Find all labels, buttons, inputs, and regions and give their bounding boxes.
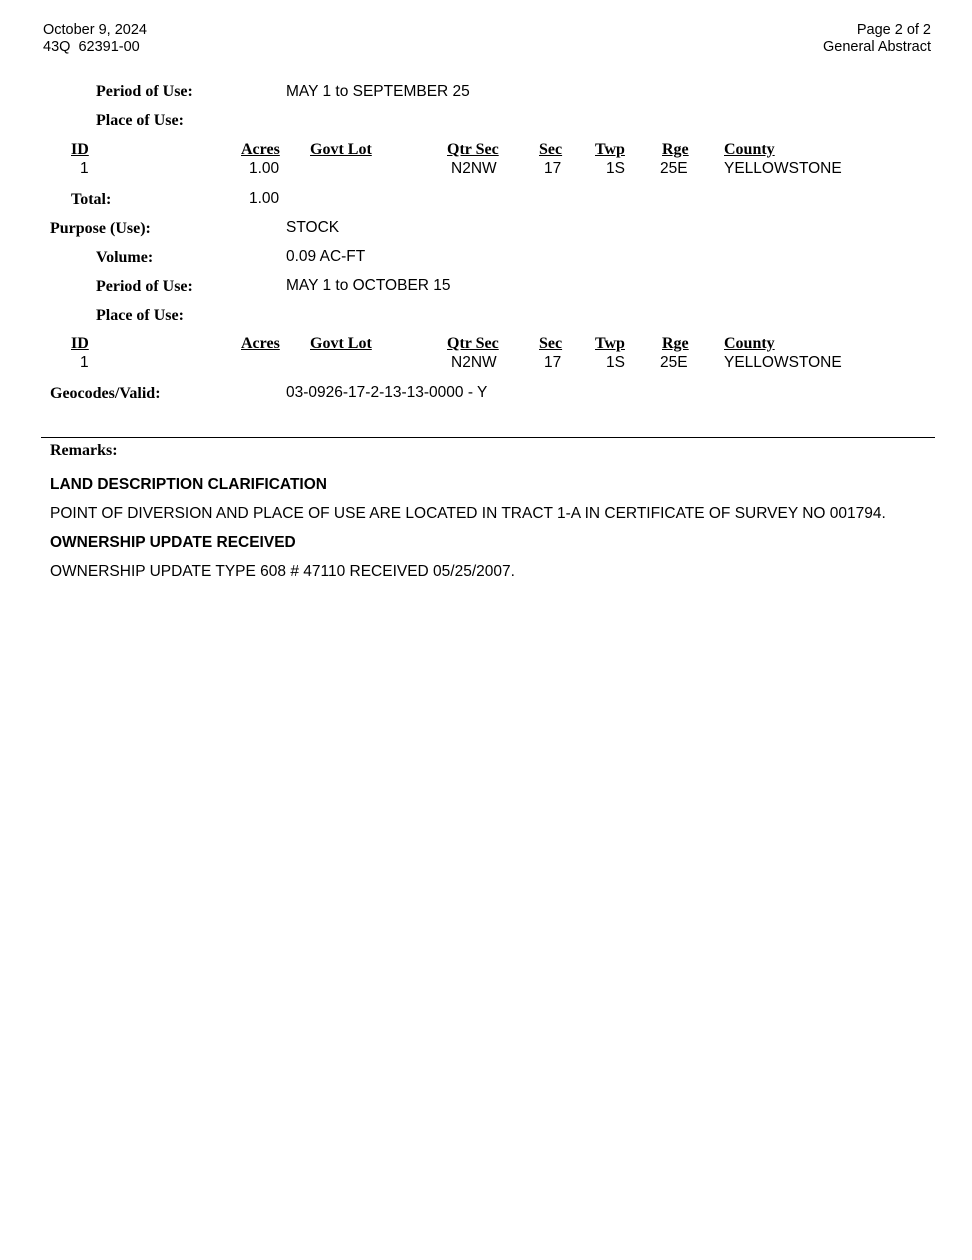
col-header-county: County (724, 335, 775, 352)
total-value: 1.00 (249, 190, 280, 207)
cell-twp: 1S (606, 354, 625, 371)
section-divider (41, 437, 935, 438)
col-header-sec: Sec (539, 141, 563, 158)
cell-qtr-sec: N2NW (451, 354, 497, 371)
col-header-acres: Acres (241, 141, 280, 158)
col-header-id: ID (71, 141, 89, 158)
remark-heading: LAND DESCRIPTION CLARIFICATION (50, 476, 327, 493)
col-header-rge: Rge (662, 141, 689, 158)
col-header-govt-lot: Govt Lot (310, 141, 372, 158)
cell-twp: 1S (606, 160, 625, 177)
cell-rge: 25E (660, 354, 688, 371)
cell-qtr-sec: N2NW (451, 160, 497, 177)
remark-text: OWNERSHIP UPDATE TYPE 608 # 47110 RECEIVED 05/25/2007. (50, 563, 515, 580)
place-of-use-label: Place of Use: (96, 307, 184, 324)
col-header-govt-lot: Govt Lot (310, 335, 372, 352)
remarks-label: Remarks: (50, 442, 118, 459)
purpose-value: STOCK (286, 219, 340, 236)
purpose-label: Purpose (Use): (50, 220, 151, 237)
remark-text: POINT OF DIVERSION AND PLACE OF USE ARE LOCATED IN TRACT 1-A IN CERTIFICATE OF SURVEY NO 001794. (50, 505, 886, 522)
col-header-county: County (724, 141, 775, 158)
col-header-qtr-sec: Qtr Sec (447, 335, 499, 352)
period-of-use-label: Period of Use: (96, 83, 193, 100)
col-header-qtr-sec: Qtr Sec (447, 141, 499, 158)
total-label: Total: (71, 191, 112, 208)
report-date: October 9, 2024 (43, 22, 147, 38)
geocodes-value: 03-0926-17-2-13-13-0000 - Y (286, 384, 488, 401)
cell-acres: 1.00 (249, 160, 280, 177)
col-header-rge: Rge (662, 335, 689, 352)
claim-id: 43Q 62391-00 (43, 39, 140, 55)
document-type: General Abstract (823, 39, 931, 55)
period-of-use-value: MAY 1 to SEPTEMBER 25 (286, 83, 470, 100)
cell-rge: 25E (660, 160, 688, 177)
volume-label: Volume: (96, 249, 154, 266)
period-of-use-label: Period of Use: (96, 278, 193, 295)
col-header-sec: Sec (539, 335, 563, 352)
geocodes-label: Geocodes/Valid: (50, 385, 161, 402)
col-header-id: ID (71, 335, 89, 352)
cell-id: 1 (80, 354, 89, 371)
cell-county: YELLOWSTONE (724, 160, 842, 177)
cell-sec: 17 (544, 160, 562, 177)
cell-county: YELLOWSTONE (724, 354, 842, 371)
remark-heading: OWNERSHIP UPDATE RECEIVED (50, 534, 296, 551)
volume-value: 0.09 AC-FT (286, 248, 366, 265)
page-number: Page 2 of 2 (856, 22, 931, 38)
col-header-twp: Twp (595, 141, 625, 158)
col-header-twp: Twp (595, 335, 625, 352)
period-of-use-value: MAY 1 to OCTOBER 15 (286, 277, 451, 294)
cell-id: 1 (80, 160, 89, 177)
cell-sec: 17 (544, 354, 562, 371)
col-header-acres: Acres (241, 335, 280, 352)
place-of-use-label: Place of Use: (96, 112, 184, 129)
